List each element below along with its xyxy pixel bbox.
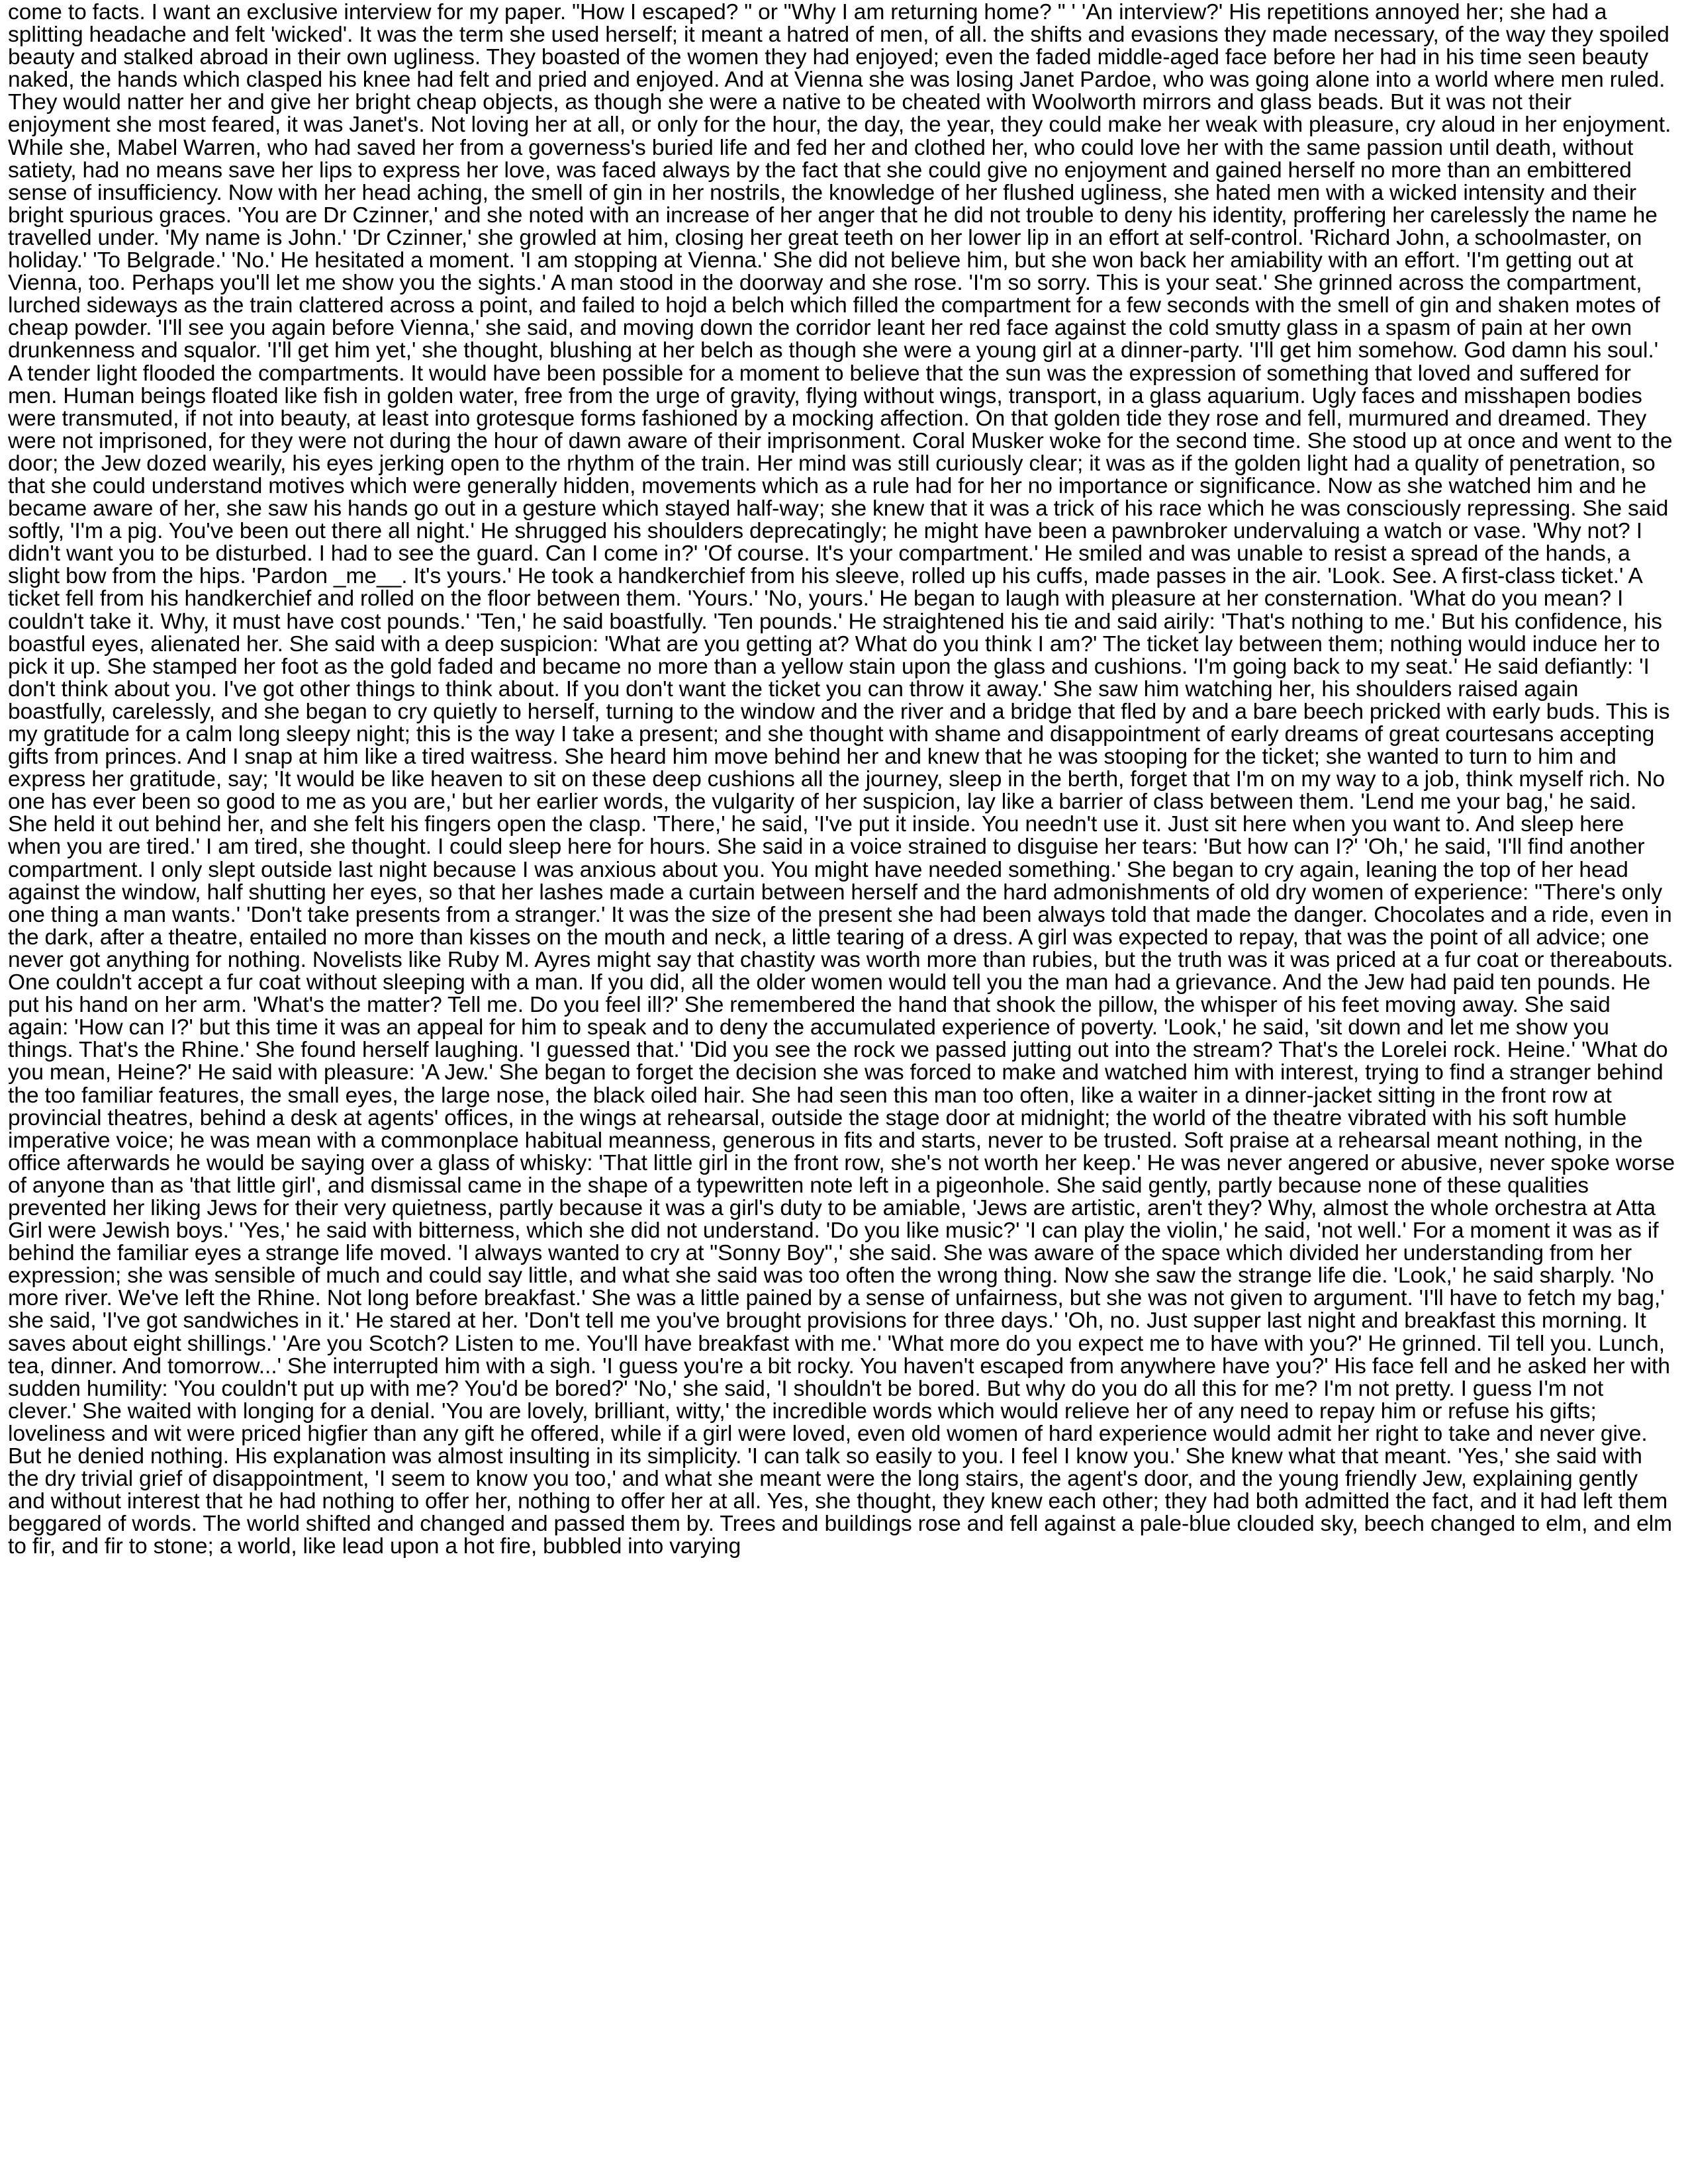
body-paragraph: come to facts. I want an exclusive interview for my paper. "How I escaped? " or "Why I am returning home? " ' 'An interview?' His repetitions annoyed her; she had a splitting headache and felt 'wicked'. It was the term she used herself; it meant a hatred of men, of all. the shifts and evasions they made necessary, of the way they spoiled beauty and stalked abroad in their own ugliness. They boasted of the women they had enjoyed; even the faded middle-aged face before her had in his time seen beauty naked, the hands which clasped his knee had felt and pried and enjoyed. And at Vienna she was losing Janet Pardoe, who was going alone into a world where men ruled. They would natter her and give her bright cheap objects, as though she were a native to be cheated with Woolworth mirrors and glass beads. But it was not their enjoyment she most feared, it was Janet's. Not loving her at all, or only for the hour, the day, the year, they could make her weak with pleasure, cry aloud in her enjoyment. While she, Mabel Warren, who had saved her from a governess's buried life and fed her and clothed her, who could love her with the same passion until death, without satiety, had no means save her lips to express her love, was faced always by the fact that she could give no enjoyment and gained herself no more than an embittered sense of insufficiency. Now with her head aching, the smell of gin in her nostrils, the knowledge of her flushed ugliness, she hated men with a wicked intensity and their bright spurious graces. 'You are Dr Czinner,' and she noted with an increase of her anger that he did not trouble to deny his identity, proffering her carelessly the name he travelled under. 'My name is John.' 'Dr Czinner,' she growled at him, closing her great teeth on her lower lip in an effort at self-control. 'Richard John, a schoolmaster, on holiday.' 'To Belgrade.' 'No.' He hesitated a moment. 'I am stopping at Vienna.' She did not believe him, but she won back her amiability with an effort. 'I'm getting out at Vienna, too. Perhaps you'll let me show you the sights.' A man stood in the doorway and she rose. 'I'm so sorry. This is your seat.' She grinned across the compartment, lurched sideways as the train clattered across a point, and failed to hojd a belch which filled the compartment for a few seconds with the smell of gin and shaken motes of cheap powder. 'I'll see you again before Vienna,' she said, and moving down the corridor leant her red face against the cold smutty glass in a spasm of pain at her own drunkenness and squalor. 'I'll get him yet,' she thought, blushing at her belch as though she were a young girl at a dinner-party. 'I'll get him somehow. God damn his soul.' A tender light flooded the compartments. It would have been possible for a moment to believe that the sun was the expression of something that loved and suffered for men. Human beings floated like fish in golden water, free from the urge of gravity, flying without wings, transport, in a glass aquarium. Ugly faces and misshapen bodies were transmuted, if not into beauty, at least into grotesque forms fashioned by a mocking affection. On that golden tide they rose and fell, murmured and dreamed. They were not imprisoned, for they were not during the hour of dawn aware of their imprisonment. Coral Musker woke for the second time. She stood up at once and went to the door; the Jew dozed wearily, his eyes jerking open to the rhythm of the train. Her mind was still curiously clear; it was as if the golden light had a quality of penetration, so that she could understand motives which were generally hidden, movements which as a rule had for her no importance or significance. Now as she watched him and he became aware of her, she saw his hands go out in a gesture which stayed half-way; she knew that it was a trick of his race which he was consciously repressing. She said softly, 'I'm a pig. You've been out there all night.' He shrugged his shoulders deprecatingly; he might have been a pawnbroker undervaluing a watch or vase. 'Why not? I didn't want you to be disturbed. I had to see the guard. Can I come in?' 'Of course. It's your compartment.' He smiled and was unable to resist a spread of the hands, a slight bow from the hips. 'Pardon _me__. It's yours.' He took a handkerchief from his sleeve, rolled up his cuffs, made passes in the air. 'Look. See. A first-class ticket.' A ticket fell from his handkerchief and rolled on the floor between them. 'Yours.' 'No, yours.' He began to laugh with pleasure at her consternation. 'What do you mean? I couldn't take it. Why, it must have cost pounds.' 'Ten,' he said boastfully. 'Ten pounds.' He straightened his tie and said airily: 'That's nothing to me.' But his confidence, his boastful eyes, alienated her. She said with a deep suspicion: 'What are you getting at? What do you think I am?' The ticket lay between them; nothing would induce her to pick it up. She stamped her foot as the gold faded and became no more than a yellow stain upon the glass and cushions. 'I'm going back to my seat.' He said defiantly: 'I don't think about you. I've got other things to think about. If you don't want the ticket you can throw it away.' She saw him watching her, his shoulders raised again boastfully, carelessly, and she began to cry quietly to herself, turning to the window and the river and a bridge that fled by and a bare beech pricked with early buds. This is my gratitude for a calm long sleepy night; this is the way I take a present; and she thought with shame and disappointment of early dreams of great courtesans accepting gifts from princes. And I snap at him like a tired waitress. She heard him move behind her and knew that he was stooping for the ticket; she wanted to turn to him and express her gratitude, say; 'It would be like heaven to sit on these deep cushions all the journey, sleep in the berth, forget that I'm on my way to a job, think myself rich. No one has ever been so good to me as you are,' but her earlier words, the vulgarity of her suspicion, lay like a barrier of class between them. 'Lend me your bag,' he said. She held it out behind her, and she felt his fingers open the clasp. 'There,' he said, 'I've put it inside. You needn't use it. Just sit here when you want to. And sleep here when you are tired.' I am tired, she thought. I could sleep here for hours. She said in a voice strained to disguise her tears: 'But how can I?' 'Oh,' he said, 'I'll find another compartment. I only slept outside last night because I was anxious about you. You might have needed something.' She began to cry again, leaning the top of her head against the window, half shutting her eyes, so that her lashes made a curtain between herself and the hard admonishments of old dry women of experience: "There's only one thing a man wants.' 'Don't take presents from a stranger.' It was the size of the present she had been always told that made the danger. Chocolates and a ride, even in the dark, after a theatre, entailed no more than kisses on the mouth and neck, a little tearing of a dress. A girl was expected to repay, that was the point of all advice; one never got anything for nothing. Novelists like Ruby M. Ayres might say that chastity was worth more than rubies, but the truth was it was priced at a fur coat or thereabouts. One couldn't accept a fur coat without sleeping with a man. If you did, all the older women would tell you the man had a grievance. And the Jew had paid ten pounds. He put his hand on her arm. 'What's the matter? Tell me. Do you feel ill?' She remembered the hand that shook the pillow, the whisper of his feet moving away. She said again: 'How can I?' but this time it was an appeal for him to speak and to deny the accumulated experience of poverty. 'Look,' he said, 'sit down and let me show you things. That's the Rhine.' She found herself laughing. 'I guessed that.' 'Did you see the rock we passed jutting out into the stream? That's the Lorelei rock. Heine.' 'What do you mean, Heine?' He said with pleasure: 'A Jew.' She began to forget the decision she was forced to make and watched him with interest, trying to find a stranger behind the too familiar features, the small eyes, the large nose, the black oiled hair. She had seen this man too often, like a waiter in a dinner-jacket sitting in the front row at provincial theatres, behind a desk at agents' offices, in the wings at rehearsal, outside the stage door at midnight; the world of the theatre vibrated with his soft humble imperative voice; he was mean with a commonplace habitual meanness, generous in fits and starts, never to be trusted. Soft praise at a rehearsal meant nothing, in the office afterwards he would be saying over a glass of whisky: 'That little girl in the front row, she's not worth her keep.' He was never angered or abusive, never spoke worse of anyone than as 'that little girl', and dismissal came in the shape of a typewritten note left in a pigeonhole. She said gently, partly because none of these qualities prevented her liking Jews for their very quietness, partly because it was a girl's duty to be amiable, 'Jews are artistic, aren't they? Why, almost the whole orchestra at Atta Girl were Jewish boys.' 'Yes,' he said with bitterness, which she did not understand. 'Do you like music?' 'I can play the violin,' he said, 'not well.' For a moment it was as if behind the familiar eyes a strange life moved. 'I always wanted to cry at "Sonny Boy",' she said. She was aware of the space which divided her understanding from her expression; she was sensible of much and could say little, and what she said was too often the wrong thing. Now she saw the strange life die. 'Look,' he said sharply. 'No more river. We've left the Rhine. Not long before breakfast.' She was a little pained by a sense of unfairness, but she was not given to argument. 'I'll have to fetch my bag,' she said, 'I've got sandwiches in it.' He stared at her. 'Don't tell me you've brought provisions for three days.' 'Oh, no. Just supper last night and breakfast this morning. It saves about eight shillings.' 'Are you Scotch? Listen to me. You'll have breakfast with me.' 'What more do you expect me to have with you?' He grinned. Til tell you. Lunch, tea, dinner. And tomorrow...' She interrupted him with a sigh. 'I guess you're a bit rocky. You haven't escaped from anywhere have you?' His face fell and he asked her with sudden humility: 'You couldn't put up with me? You'd be bored?' 'No,' she said, 'I shouldn't be bored. But why do you do all this for me? I'm not pretty. I guess I'm not clever.' She waited with longing for a denial. 'You are lovely, brilliant, witty,' the incredible words which would relieve her of any need to repay him or refuse his gifts; loveliness and wit were priced higfier than any gift he offered, while if a girl were loved, even old women of hard experience would admit her right to take and never give. But he denied nothing. His explanation was almost insulting in its simplicity. 'I can talk so easily to you. I feel I know you.' She knew what that meant. 'Yes,' she said with the dry trivial grief of disappointment, 'I seem to know you too,' and what she meant were the long stairs, the agent's door, and the young friendly Jew, explaining gently and without interest that he had nothing to offer her, nothing to offer her at all. Yes, she thought, they knew each other; they had both admitted the fact, and it had left them beggared of words. The world shifted and changed and passed them by. Trees and buildings rose and fell against a pale-blue clouded sky, beech changed to elm, and elm to fir, and fir to stone; a world, like lead upon a hot fire, bubbled into varying: [8, 0, 1675, 1559]
